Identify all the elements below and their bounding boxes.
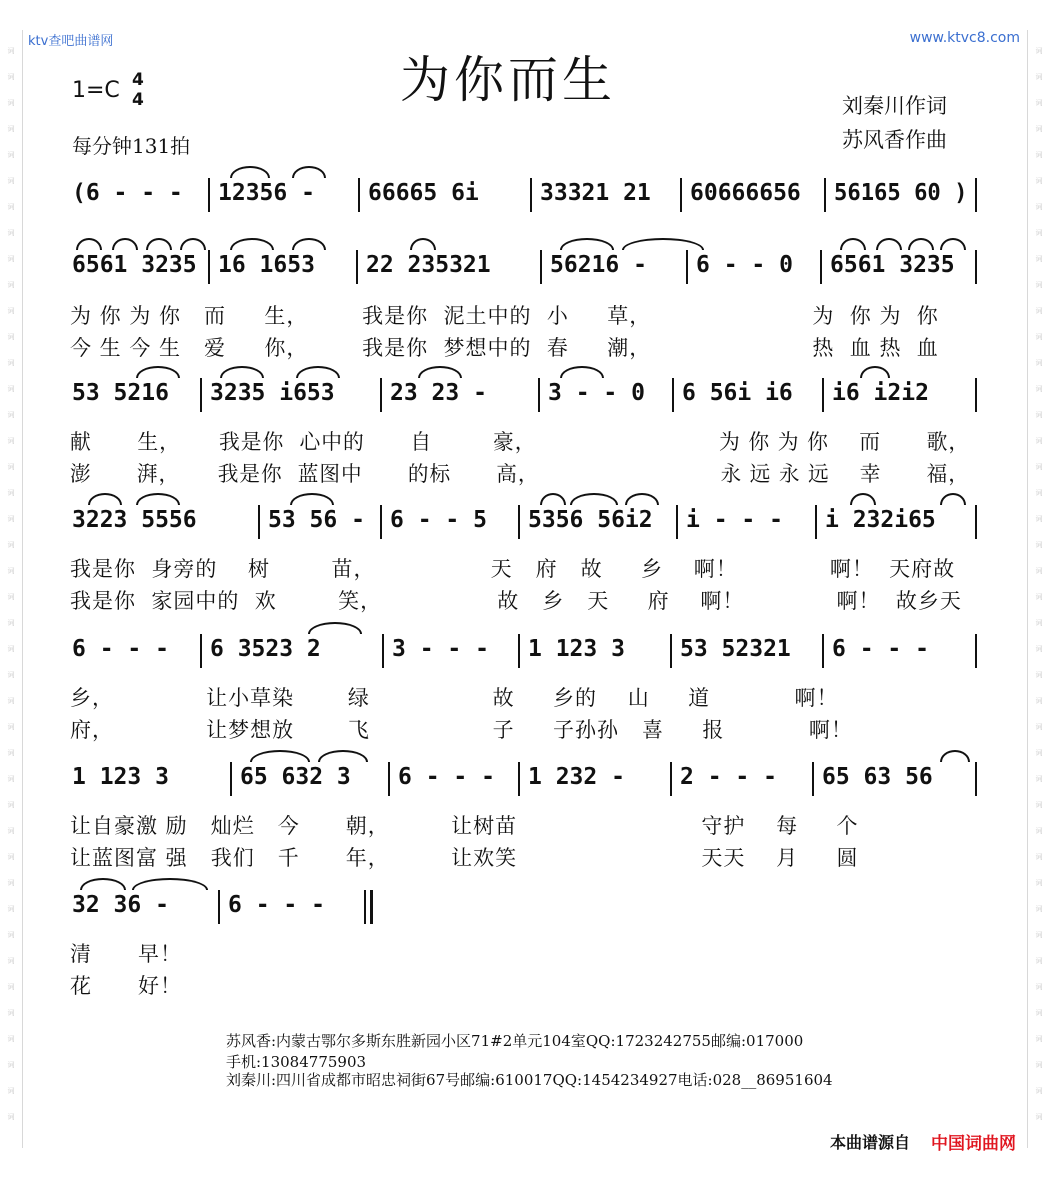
barline [670,634,672,668]
watermark-char: 词 [7,437,15,445]
barline [518,762,520,796]
watermark-char: 词 [7,411,15,419]
lyric-line: 今 生 今 生 爱 你， 我是你 梦想中的 春 潮， 热 血 热 血 [70,336,939,360]
measure: 6 - - - [398,764,495,790]
measure: 3 - - 0 [548,380,645,406]
slur-mark [180,238,206,250]
watermark-char: 词 [1035,827,1043,835]
watermark-char: 词 [7,1113,15,1121]
watermark-char: 词 [7,125,15,133]
lyric-line: 为 你 为 你 而 生， 我是你 泥土中的 小 草， 为 你 为 你 [70,304,939,328]
measure: 12356 - [218,180,315,206]
measure: 6 - - 0 [696,252,793,278]
watermark-char: 词 [7,463,15,471]
contact-line-1: 苏风香:内蒙古鄂尔多斯东胜新园小区71#2单元104室QQ:1723242755邮编:017000 [226,1032,804,1050]
song-title: 为你而生 [400,51,616,109]
watermark-char: 词 [7,385,15,393]
barline [815,505,817,539]
measure: 1 123 3 [72,764,169,790]
time-signature [132,70,144,110]
key-signature: 1=C [72,78,120,103]
slur-mark [220,366,264,378]
barline [975,762,977,796]
lyric-line: 让蓝图富 强 我们 千 年， 让欢笑 天天 月 圆 [70,846,859,870]
measure: 5356 56i2 [528,507,653,533]
lyric-line: 让自豪激 励 灿烂 今 朝， 让树苗 守护 每 个 [70,814,859,838]
watermark-char: 词 [1035,1061,1043,1069]
measure: 6561 3235 [830,252,955,278]
slur-mark [250,750,310,762]
slur-mark [418,366,462,378]
watermark-char: 词 [1035,307,1043,315]
measure: 2 - - - [680,764,777,790]
watermark-char: 词 [7,281,15,289]
slur-mark [290,493,334,505]
watermark-char: 词 [1035,723,1043,731]
measure: 6 - - - [228,892,325,918]
barline [680,178,682,212]
slur-mark [860,366,890,378]
slur-mark [146,238,172,250]
slur-mark [625,493,659,505]
measure: 32 36 - [72,892,169,918]
slur-mark [308,622,362,634]
measure: 6 3523 2 [210,636,321,662]
barline [824,178,826,212]
barline [218,890,220,924]
lyric-line: 乡， 让小草染 绿 故 乡的 山 道 啊！ [70,686,839,710]
slur-mark [622,238,704,250]
measure: 60666656 [690,180,801,206]
lyric-line: 花 好！ [70,974,183,998]
watermark-char: 词 [7,749,15,757]
measure: 65 632 3 [240,764,351,790]
watermark-char: 词 [7,775,15,783]
barline [670,762,672,796]
watermark-char: 词 [7,983,15,991]
barline [822,634,824,668]
measure: 65 63 56 [822,764,933,790]
measure: 53 5216 [72,380,169,406]
watermark-char: 词 [1035,359,1043,367]
barline [676,505,678,539]
watermark-char: 词 [7,567,15,575]
watermark-char: 词 [7,1061,15,1069]
slur-mark [76,238,102,250]
watermark-char: 词 [7,827,15,835]
lyric-line: 我是你 家园中的 欢 笑， 故 乡 天 府 啊！ 啊！ 故乡天 [70,589,962,613]
slur-mark [292,166,326,178]
barline [230,762,232,796]
watermark-char: 词 [1035,697,1043,705]
watermark-char: 词 [7,359,15,367]
watermark-char: 词 [7,1009,15,1017]
barline [518,634,520,668]
watermark-char: 词 [1035,463,1043,471]
watermark-char: 词 [1035,411,1043,419]
measure: 53 52321 [680,636,791,662]
measure: 23 23 - [390,380,487,406]
watermark-char: 词 [1035,437,1043,445]
barline [975,178,977,212]
barline [200,378,202,412]
watermark-char: 词 [1035,905,1043,913]
watermark-char: 词 [1035,775,1043,783]
watermark-char: 词 [7,801,15,809]
time-denominator: 4 [132,90,144,110]
lyric-line: 清 早！ [70,942,183,966]
watermark-char: 词 [7,723,15,731]
barline [382,634,384,668]
lyric-line: 我是你 身旁的 树 苗， 天 府 故 乡 啊！ 啊！ 天府故 [70,557,956,581]
watermark-char: 词 [7,879,15,887]
watermark-char: 词 [7,99,15,107]
measure: 6 - - - [72,636,169,662]
watermark-char: 词 [1035,73,1043,81]
barline [822,378,824,412]
slur-mark [136,493,180,505]
barline [975,634,977,668]
watermark-char: 词 [1035,281,1043,289]
watermark-char: 词 [1035,47,1043,55]
watermark-char: 词 [1035,177,1043,185]
measure: (6 - - - [72,180,183,206]
watermark-char: 词 [1035,671,1043,679]
tempo-marking: 每分钟131拍 [72,134,191,158]
watermark-char: 词 [7,697,15,705]
composer-credit: 苏风香作曲 [842,128,947,152]
barline [518,505,520,539]
watermark-char: 词 [1035,983,1043,991]
slur-mark [88,493,122,505]
final-barline-thin [364,890,366,924]
slur-mark [318,750,368,762]
watermark-char: 词 [7,957,15,965]
watermark-char: 词 [7,541,15,549]
watermark-char: 词 [7,931,15,939]
measure: 56216 - [550,252,647,278]
measure: 16 1653 [218,252,315,278]
slur-mark [230,238,274,250]
barline [538,378,540,412]
measure: 3235 i653 [210,380,335,406]
measure: i6 i2i2 [832,380,929,406]
watermark-char: 词 [1035,645,1043,653]
slur-mark [132,878,208,890]
watermark-char: 词 [1035,515,1043,523]
barline [812,762,814,796]
barline [388,762,390,796]
measure: 6 - - - [832,636,929,662]
slur-mark [940,750,970,762]
measure: 6 56i i6 [682,380,793,406]
watermark-char: 词 [7,515,15,523]
slur-mark [908,238,934,250]
barline [356,250,358,284]
watermark-char: 词 [1035,957,1043,965]
barline [686,250,688,284]
lyric-line: 澎 湃， 我是你 蓝图中 的标 高， 永 远 永 远 幸 福， [70,462,970,486]
watermark-char: 词 [1035,99,1043,107]
barline [200,634,202,668]
watermark-char: 词 [7,73,15,81]
watermark-char: 词 [1035,801,1043,809]
watermark-char: 词 [1035,151,1043,159]
watermark-char: 词 [1035,1009,1043,1017]
watermark-char: 词 [1035,489,1043,497]
measure: 6561 3235 [72,252,197,278]
measure: 66665 6i [368,180,479,206]
slur-mark [940,238,966,250]
watermark-char: 词 [1035,749,1043,757]
contact-line-3: 刘秦川:四川省成都市昭忠祠街67号邮编:610017QQ:1454234927电话:028__86951604 [226,1071,833,1089]
watermark-char: 词 [1035,229,1043,237]
measure: 53 56 - [268,507,365,533]
site-watermark-left: ktv查吧曲谱网 [28,34,114,49]
right-margin-watermark [1027,30,1050,1148]
slur-mark [292,238,326,250]
slur-mark [112,238,138,250]
measure: 3 - - - [392,636,489,662]
watermark-char: 词 [7,203,15,211]
barline [672,378,674,412]
final-barline [370,890,373,924]
watermark-char: 词 [1035,1035,1043,1043]
watermark-char: 词 [1035,931,1043,939]
slur-mark [80,878,126,890]
watermark-char: 词 [1035,567,1043,575]
site-watermark-right: www.ktvc8.com [909,30,1020,46]
barline [208,250,210,284]
watermark-char: 词 [1035,879,1043,887]
measure: 22 235321 [366,252,491,278]
watermark-char: 词 [7,307,15,315]
slur-mark [940,493,966,505]
watermark-char: 词 [7,671,15,679]
watermark-char: 词 [1035,203,1043,211]
watermark-char: 词 [1035,385,1043,393]
watermark-char: 词 [7,229,15,237]
slur-mark [540,493,566,505]
measure: 3223 5556 [72,507,197,533]
barline [530,178,532,212]
watermark-char: 词 [7,255,15,263]
watermark-char: 词 [1035,593,1043,601]
lyric-line: 献 生， 我是你 心中的 自 豪， 为 你 为 你 而 歌， [70,430,971,454]
barline [820,250,822,284]
slur-mark [296,366,340,378]
measure: 6 - - 5 [390,507,487,533]
watermark-char: 词 [7,177,15,185]
barline [358,178,360,212]
barline [380,378,382,412]
watermark-char: 词 [7,151,15,159]
watermark-char: 词 [1035,619,1043,627]
barline [380,505,382,539]
contact-line-2: 手机:13084775903 [226,1053,367,1071]
left-margin-watermark [0,30,23,1148]
watermark-char: 词 [1035,125,1043,133]
measure: 1 232 - [528,764,625,790]
watermark-char: 词 [7,905,15,913]
watermark-char: 词 [7,1035,15,1043]
watermark-char: 词 [7,645,15,653]
watermark-char: 词 [7,47,15,55]
lyric-line: 府， 让梦想放 飞 子 子孙孙 喜 报 啊！ [70,718,853,742]
measure: 56165 60 ) [834,180,968,206]
slur-mark [840,238,866,250]
watermark-char: 词 [1035,1113,1043,1121]
watermark-char: 词 [7,593,15,601]
slur-mark [230,166,270,178]
slur-mark [850,493,876,505]
watermark-char: 词 [7,853,15,861]
slur-mark [570,493,618,505]
measure: 33321 21 [540,180,651,206]
slur-mark [560,366,604,378]
barline [540,250,542,284]
watermark-char: 词 [1035,541,1043,549]
measure: i 232i65 [825,507,936,533]
watermark-char: 词 [7,333,15,341]
barline [208,178,210,212]
watermark-char: 词 [7,619,15,627]
watermark-char: 词 [7,1087,15,1095]
measure: i - - - [686,507,783,533]
slur-mark [136,366,180,378]
slur-mark [560,238,614,250]
source-label: 本曲谱源自 [829,1133,910,1152]
measure: 1 123 3 [528,636,625,662]
time-numerator: 4 [132,70,144,90]
barline [258,505,260,539]
slur-mark [876,238,902,250]
watermark-char: 词 [1035,1087,1043,1095]
slur-mark [410,238,436,250]
watermark-char: 词 [1035,853,1043,861]
watermark-char: 词 [1035,255,1043,263]
barline [975,378,977,412]
watermark-char: 词 [1035,333,1043,341]
watermark-char: 词 [7,489,15,497]
lyricist-credit: 刘秦川作词 [842,94,947,118]
source-site-link[interactable]: 中国词曲网 [931,1134,1016,1154]
barline [975,250,977,284]
barline [975,505,977,539]
